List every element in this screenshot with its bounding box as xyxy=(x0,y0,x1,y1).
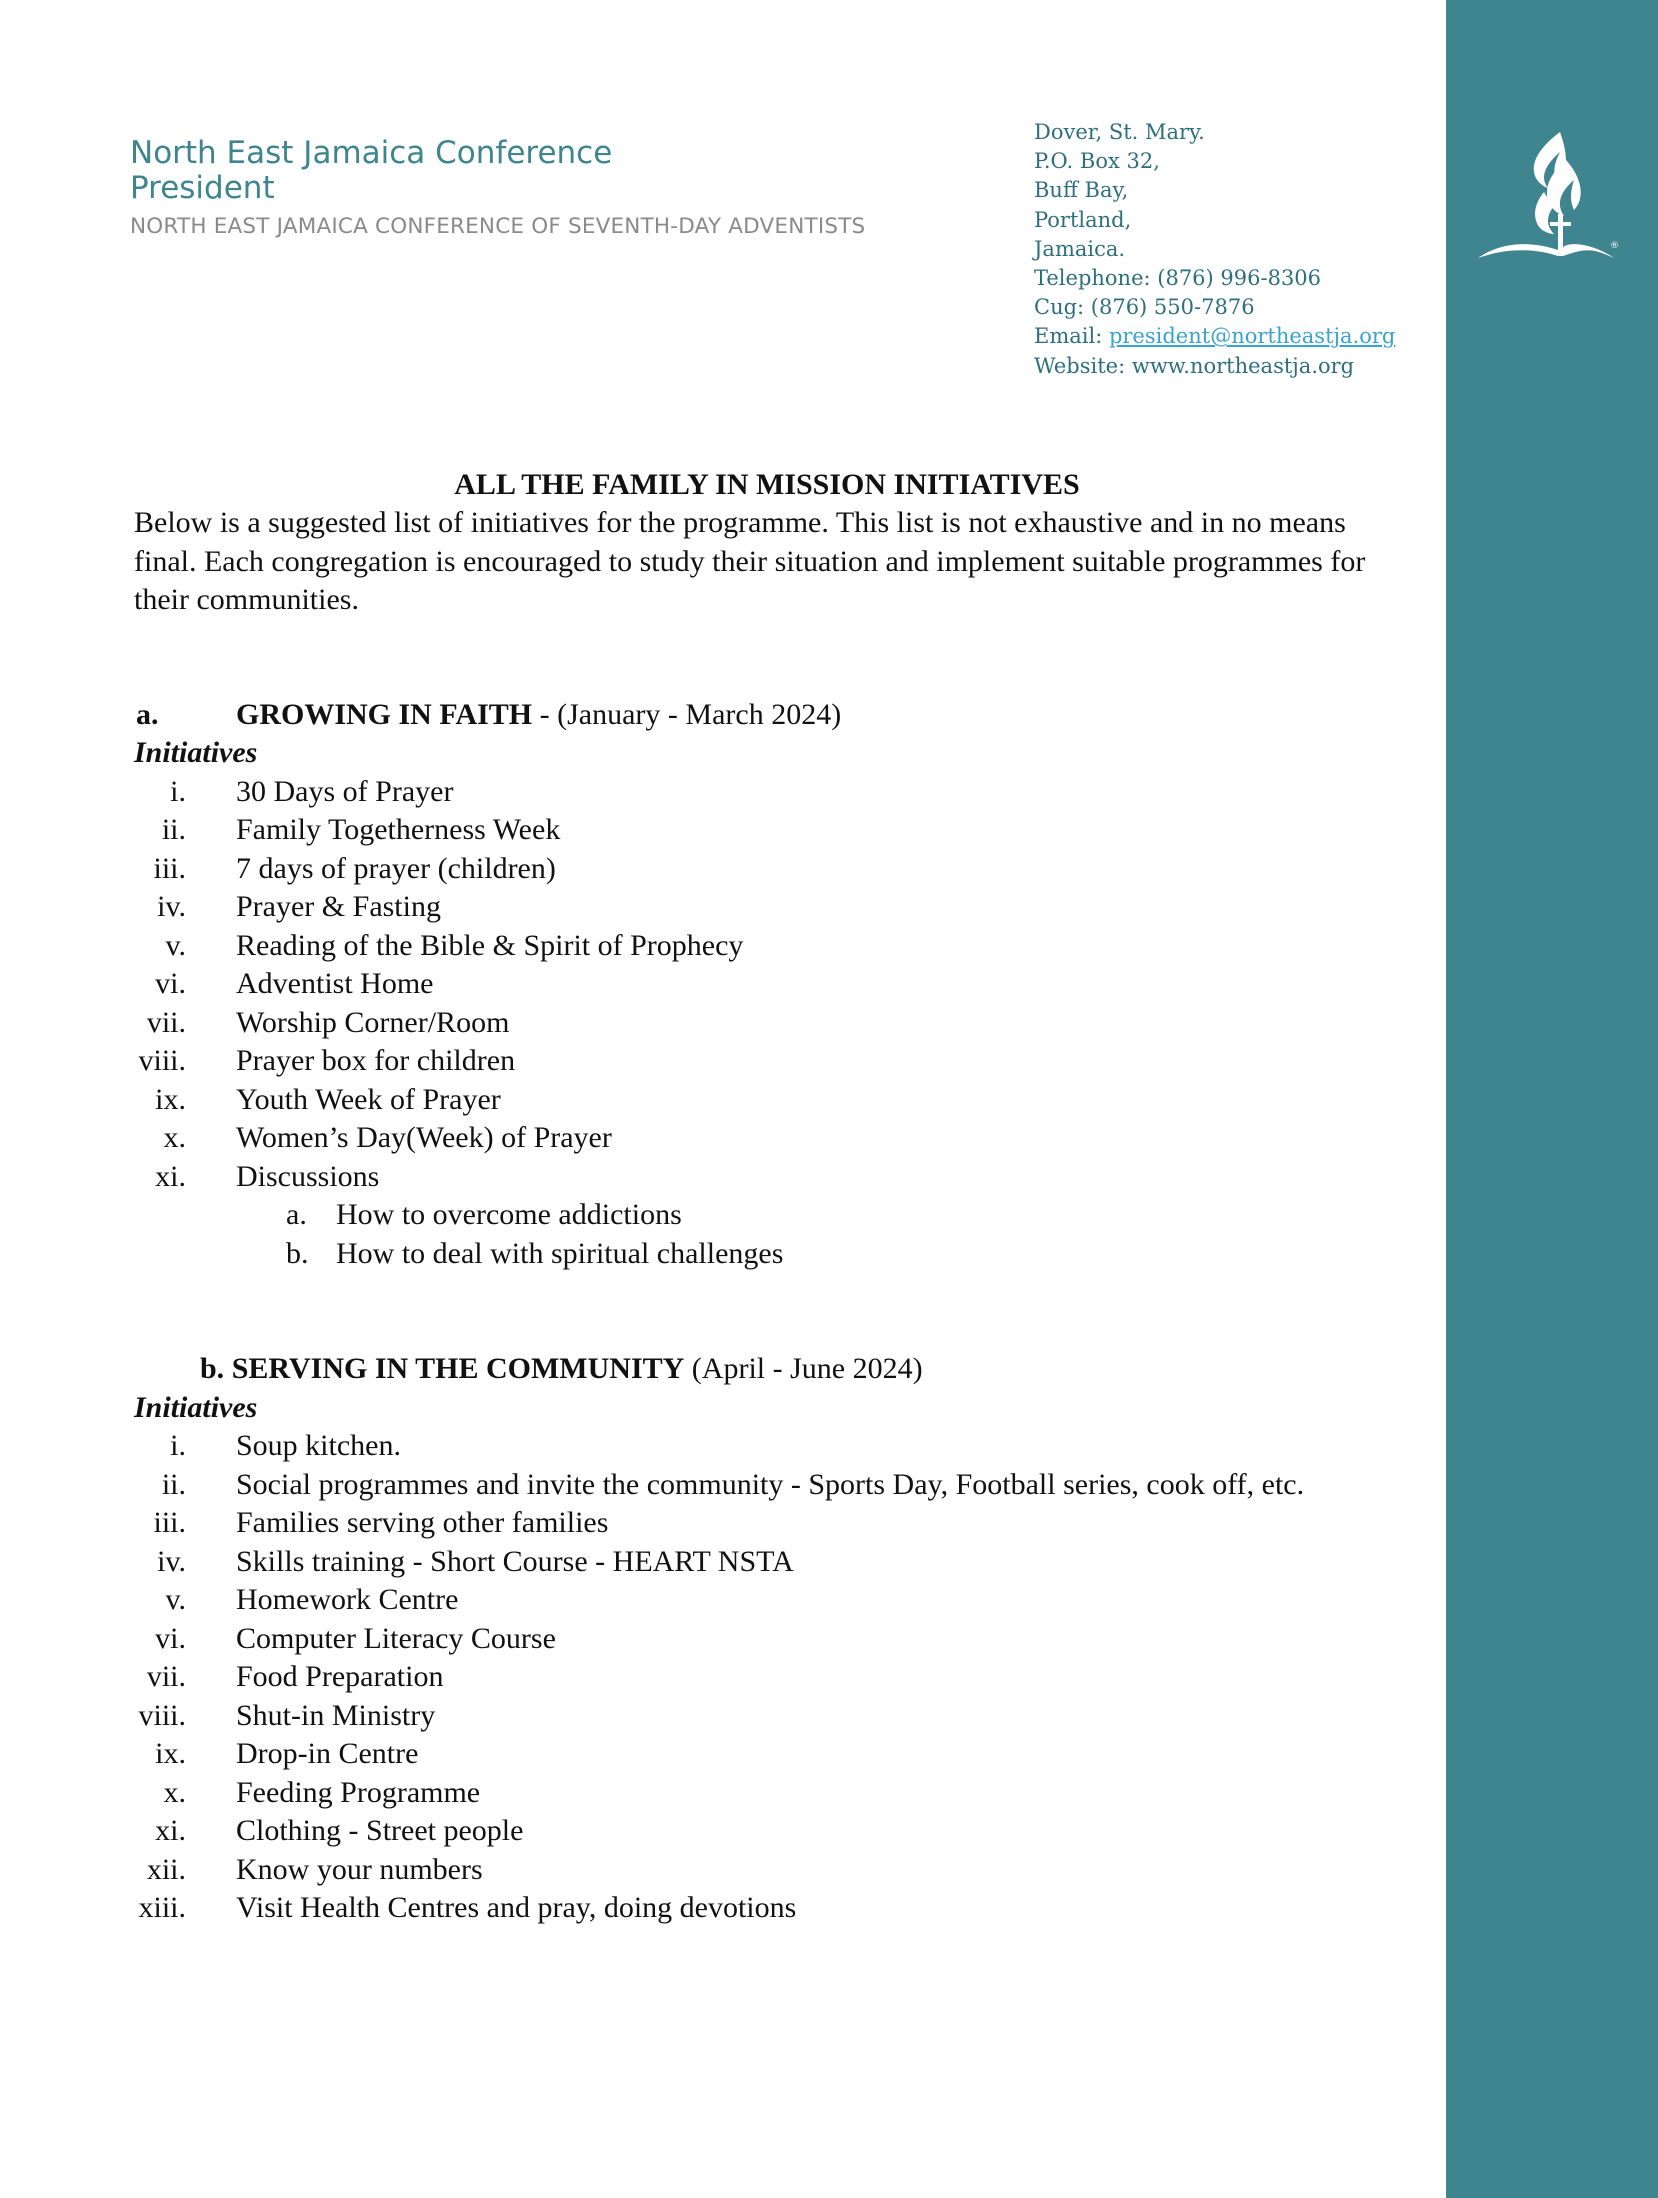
list-numeral: vi. xyxy=(155,967,186,1000)
section-title-line xyxy=(200,1350,923,1389)
list-text: Drop-in Centre xyxy=(236,1737,419,1770)
list-text: Clothing - Street people xyxy=(236,1814,524,1847)
list-item xyxy=(134,1658,1404,1697)
list-numeral: i. xyxy=(170,774,186,808)
list-text: 30 Days of Prayer xyxy=(236,774,454,808)
list-numeral: v. xyxy=(165,928,186,962)
list-numeral: ii. xyxy=(161,813,186,846)
list-item xyxy=(134,811,1404,850)
list-text: Discussions xyxy=(236,1159,380,1193)
list-numeral: x. xyxy=(163,1775,186,1809)
seventh-day-adventist-logo-icon xyxy=(1474,130,1619,260)
list-item xyxy=(134,1697,1404,1736)
section-letter: a. xyxy=(136,697,159,731)
org-title: President xyxy=(130,170,275,206)
address-line: Dover, St. Mary. xyxy=(1034,120,1205,144)
intro-paragraph: Below is a suggested list of initiatives for the programme. This list is not exhaustive and in no means final. Each congregation is encouraged to study their situation and implement suitable programmes for their communities. xyxy=(134,506,1366,616)
section-b-heading xyxy=(134,1350,1404,1389)
list-item xyxy=(134,1812,1404,1851)
cug-phone: Cug: (876) 550-7876 xyxy=(1034,295,1255,320)
list-numeral: vi. xyxy=(155,1621,186,1655)
list-text: Prayer box for children xyxy=(236,1044,516,1077)
list-item xyxy=(134,1774,1404,1813)
list-numeral: xi. xyxy=(155,1814,186,1847)
list-item xyxy=(134,1581,1404,1620)
section-title: SERVING IN THE COMMUNITY xyxy=(231,1352,685,1385)
sub-list-letter: b. xyxy=(286,1236,309,1270)
initiatives-label: Initiatives xyxy=(134,1390,258,1424)
list-numeral: iii. xyxy=(153,851,186,885)
email-link[interactable]: president@northeastja.org xyxy=(1108,324,1396,349)
list-item xyxy=(134,1158,1404,1274)
sub-list-item xyxy=(134,1235,1404,1274)
list-numeral: ix. xyxy=(155,1737,186,1770)
document-title: ALL THE FAMILY IN MISSION INITIATIVES xyxy=(454,468,1080,501)
list-item xyxy=(134,1504,1404,1543)
list-item xyxy=(134,927,1404,966)
list-numeral: x. xyxy=(163,1121,186,1154)
list-item xyxy=(134,1620,1404,1659)
sub-list-letter: a. xyxy=(286,1198,307,1231)
list-text: Youth Week of Prayer xyxy=(236,1082,501,1116)
section-period: - (January - March 2024) xyxy=(532,697,842,731)
list-text: Visit Health Centres and pray, doing devotions xyxy=(236,1891,797,1924)
sub-list-item xyxy=(134,1196,1404,1235)
list-item xyxy=(134,1851,1404,1890)
list-text: Families serving other families xyxy=(236,1506,609,1539)
list-text: 7 days of prayer (children) xyxy=(236,851,556,885)
list-item xyxy=(134,965,1404,1004)
list-text: Reading of the Bible & Spirit of Prophecy xyxy=(236,928,744,962)
list-numeral: iii. xyxy=(153,1506,186,1539)
section-a-heading xyxy=(134,696,1404,735)
list-item xyxy=(134,1119,1404,1158)
list-numeral: v. xyxy=(165,1583,186,1616)
list-text: Family Togetherness Week xyxy=(236,813,561,846)
list-text: Adventist Home xyxy=(236,967,434,1000)
list-text: Shut-in Ministry xyxy=(236,1698,436,1732)
document-body xyxy=(134,466,1404,1928)
list-numeral: viii. xyxy=(138,1044,186,1077)
list-item xyxy=(134,773,1404,812)
list-text: Feeding Programme xyxy=(236,1775,481,1809)
list-numeral: vii. xyxy=(146,1005,186,1039)
list-text: Social programmes and invite the community - Sports Day, Football series, cook off, etc. xyxy=(236,1467,1305,1501)
initiatives-label: Initiatives xyxy=(134,736,258,769)
list-item xyxy=(134,1042,1404,1081)
svg-text:®: ® xyxy=(1610,241,1619,251)
list-text: Homework Centre xyxy=(236,1583,459,1616)
list-item xyxy=(134,888,1404,927)
list-item xyxy=(134,850,1404,889)
list-numeral: iv. xyxy=(157,890,186,923)
section-title-line xyxy=(236,696,841,735)
list-item xyxy=(134,1889,1404,1928)
org-full-name: NORTH EAST JAMAICA CONFERENCE OF SEVENTH-DAY ADVENTISTS xyxy=(130,214,866,239)
list-numeral: xiii. xyxy=(138,1891,186,1924)
org-name: North East Jamaica Conference xyxy=(130,135,613,171)
list-text: Know your numbers xyxy=(236,1852,483,1886)
list-item xyxy=(134,1735,1404,1774)
website: Website: www.northeastja.org xyxy=(1034,353,1355,378)
address-line: P.O. Box 32, xyxy=(1034,149,1160,174)
list-item xyxy=(134,1004,1404,1043)
list-text: Women’s Day(Week) of Prayer xyxy=(236,1121,612,1154)
sidebar-band xyxy=(1446,0,1658,2198)
address-line: Jamaica. xyxy=(1034,236,1126,261)
list-text: Computer Literacy Course xyxy=(236,1621,556,1655)
list-text: Prayer & Fasting xyxy=(236,890,441,923)
section-b-list xyxy=(134,1427,1404,1928)
list-text: Skills training - Short Course - HEART NSTA xyxy=(236,1544,794,1578)
list-numeral: xii. xyxy=(146,1852,186,1886)
address-line: Buff Bay, xyxy=(1034,178,1129,203)
sub-list-text: How to deal with spiritual challenges xyxy=(336,1236,784,1270)
list-text: Worship Corner/Room xyxy=(236,1005,510,1039)
section-a-list xyxy=(134,773,1404,1274)
list-numeral: ix. xyxy=(155,1082,186,1116)
section-period: (April - June 2024) xyxy=(684,1352,923,1385)
telephone: Telephone: (876) 996-8306 xyxy=(1034,266,1322,291)
list-item xyxy=(134,1427,1404,1466)
list-text: Food Preparation xyxy=(236,1660,444,1693)
organization-header xyxy=(130,136,865,242)
list-item xyxy=(134,1466,1404,1505)
list-item xyxy=(134,1081,1404,1120)
section-letter: b. xyxy=(200,1352,225,1385)
section-title: GROWING IN FAITH xyxy=(236,697,533,731)
list-numeral: xi. xyxy=(155,1159,186,1193)
email-line xyxy=(1034,322,1395,351)
list-numeral: iv. xyxy=(157,1544,186,1578)
discussions-sublist xyxy=(236,1196,1404,1273)
address-block xyxy=(1034,118,1395,381)
sub-list-text: How to overcome addictions xyxy=(336,1198,682,1231)
address-line: Portland, xyxy=(1034,207,1132,232)
email-label: Email: xyxy=(1034,324,1109,349)
list-numeral: ii. xyxy=(161,1467,186,1501)
list-numeral: viii. xyxy=(138,1698,186,1732)
list-numeral: i. xyxy=(170,1429,186,1462)
list-item xyxy=(134,1543,1404,1582)
list-numeral: vii. xyxy=(146,1660,186,1693)
list-text: Soup kitchen. xyxy=(236,1429,401,1462)
